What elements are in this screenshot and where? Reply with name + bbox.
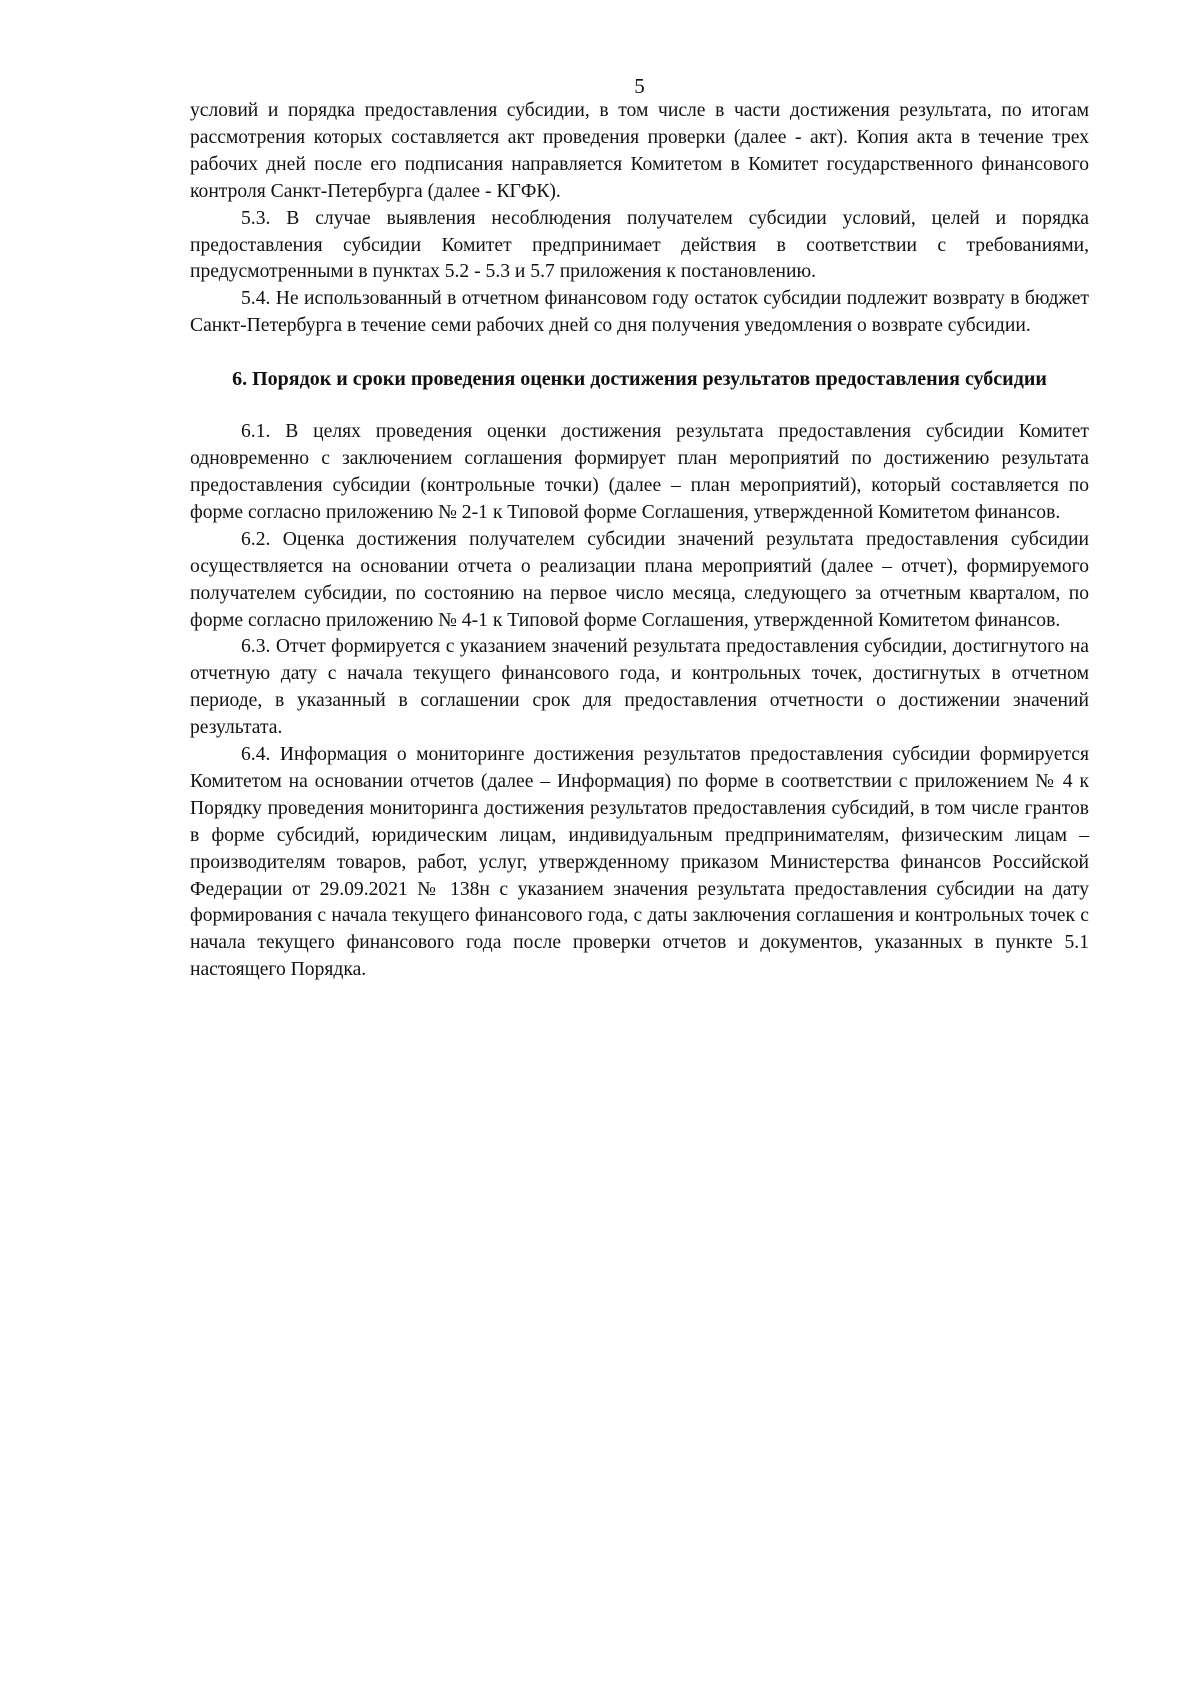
page-content <box>190 74 1089 984</box>
paragraph-continued: условий и порядка предоставления субсидии, в том числе в части достижения результата, по итогам рассмотрения которых составляется акт проведения проверки (далее - акт). Копия акта в течение трех рабочих дней после его подписания направляется Комитетом в Комитет государственного финансового контроля Санкт-Петербурга (далее - КГФК). <box>190 100 1089 202</box>
paragraph-6-4: 6.4. Информация о мониторинге достижения результатов предоставления субсидии формируется Комитетом на основании отчетов (далее – Информация) по форме в соответствии с приложением № 4 к Порядку проведения мониторинга достижения результатов предоставления субсидий, в том числе грантов в форме субсидий, юридическим лицам, индивидуальным предпринимателям, физическим лицам – производителям товаров, работ, услуг, утвержденному приказом Министерства финансов Российской Федерации от 29.09.2021 № 138н с указанием значения результата предоставления субсидии на дату формирования с начала текущего финансового года, с даты заключения соглашения и контрольных точек с начала текущего финансового года после проверки отчетов и документов, указанных в пункте 5.1 настоящего Порядка. <box>190 744 1089 981</box>
paragraph-6-1: 6.1. В целях проведения оценки достижения результата предоставления субсидии Комитет одновременно с заключением соглашения формирует план мероприятий по достижению результата предоставления субсидии (контрольные точки) (далее – план мероприятий), который составляется по форме согласно приложению № 2-1 к Типовой форме Соглашения, утвержденной Комитетом финансов. <box>190 421 1089 523</box>
page-number: 5 <box>634 74 645 98</box>
paragraph-5-3: 5.3. В случае выявления несоблюдения получателем субсидии условий, целей и порядка предоставления субсидии Комитет предпринимает действия в соответствии с требованиями, предусмотренными в пунктах 5.2 - 5.3 и 5.7 приложения к постановлению. <box>190 207 1089 283</box>
paragraph-5-4: 5.4. Не использованный в отчетном финансовом году остаток субсидии подлежит возврату в бюджет Санкт-Петербурга в течение семи рабочих дней со дня получения уведомления о возврате субсидии. <box>190 288 1089 337</box>
paragraph-6-2: 6.2. Оценка достижения получателем субсидии значений результата предоставления субсидии осуществляется на основании отчета о реализации плана мероприятий (далее – отчет), формируемого получателем субсидии, по состоянию на первое число месяца, следующего за отчетным кварталом, по форме согласно приложению № 4-1 к Типовой форме Соглашения, утвержденной Комитетом финансов. <box>190 528 1089 631</box>
section-heading: 6. Порядок и сроки проведения оценки достижения результатов предоставления субсидии <box>232 368 1047 391</box>
paragraph-6-3: 6.3. Отчет формируется с указанием значений результата предоставления субсидии, достигнутого на отчетную дату с начала текущего финансового года, и контрольных точек, достигнутых в отчетном периоде, в указанный в соглашении срок для предоставления отчетности о достижении значений результата. <box>190 636 1089 739</box>
